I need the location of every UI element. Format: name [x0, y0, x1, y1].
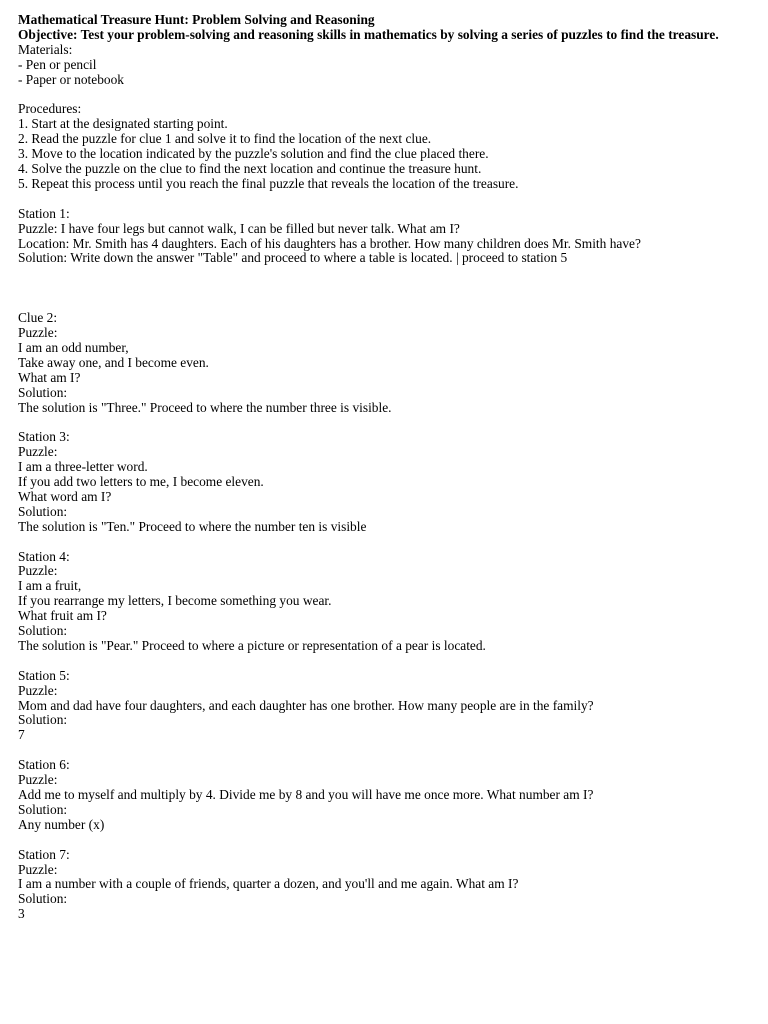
- spacer: [18, 415, 758, 430]
- station6-puzzle: Add me to myself and multiply by 4. Divide me by 8 and you will have me once more. What number am I?: [18, 787, 594, 802]
- station7-solution: 3: [18, 906, 25, 922]
- spacer: [18, 743, 758, 758]
- station1-solution: Solution: Write down the answer "Table" and proceed to where a table is located. | proceed to station 5: [18, 250, 568, 266]
- station1-heading: Station 1:: [18, 205, 70, 221]
- spacer: [18, 535, 758, 550]
- clue2-solution-label: Solution:: [18, 384, 68, 400]
- materials-heading: Materials:: [18, 41, 73, 57]
- procedure-step: 2. Read the puzzle for clue 1 and solve it to find the location of the next clue.: [18, 131, 432, 147]
- materials-item: - Paper or notebook: [18, 71, 124, 87]
- clue2-puzzle-line: What am I?: [18, 369, 81, 385]
- station1-location: Location: Mr. Smith has 4 daughters. Each of his daughters has a brother. How many children does Mr. Smith have?: [18, 235, 641, 251]
- document-body: [18, 13, 758, 922]
- station3-puzzle-line: What word am I?: [18, 488, 112, 504]
- procedures-heading: Procedures:: [18, 101, 82, 117]
- station5-solution-label: Solution:: [18, 712, 68, 728]
- station3-puzzle-line: I am a three-letter word.: [18, 459, 148, 475]
- station5-heading: Station 5:: [18, 667, 70, 683]
- station4-solution: The solution is "Pear." Proceed to where a picture or representation of a pear is located.: [18, 637, 486, 653]
- station6-puzzle-label: Puzzle:: [18, 772, 58, 788]
- station3-solution-label: Solution:: [18, 503, 68, 519]
- spacer: [18, 833, 758, 848]
- station4-puzzle-line: If you rearrange my letters, I become something you wear.: [18, 593, 332, 609]
- station7-puzzle: I am a number with a couple of friends, quarter a dozen, and you'll and me again. What am I?: [18, 876, 519, 892]
- station7-solution-label: Solution:: [18, 891, 68, 907]
- station4-heading: Station 4:: [18, 548, 70, 564]
- station3-puzzle-label: Puzzle:: [18, 444, 58, 460]
- clue2-puzzle-label: Puzzle:: [18, 324, 58, 340]
- procedure-step: 4. Solve the puzzle on the clue to find the next location and continue the treasure hunt.: [18, 161, 482, 177]
- station7-heading: Station 7:: [18, 846, 70, 862]
- station6-heading: Station 6:: [18, 757, 70, 773]
- clue2-puzzle-line: I am an odd number,: [18, 339, 129, 355]
- station7-puzzle-label: Puzzle:: [18, 861, 58, 877]
- spacer: [18, 266, 758, 311]
- station5-solution: 7: [18, 727, 25, 743]
- spacer: [18, 88, 758, 103]
- station4-puzzle-label: Puzzle:: [18, 563, 58, 579]
- spacer: [18, 192, 758, 207]
- station5-puzzle: Mom and dad have four daughters, and each daughter has one brother. How many people are in the family?: [18, 697, 594, 713]
- station3-puzzle-line: If you add two letters to me, I become eleven.: [18, 474, 264, 490]
- procedure-step: 5. Repeat this process until you reach the final puzzle that reveals the location of the treasure.: [18, 175, 519, 191]
- station3-solution: The solution is "Ten." Proceed to where the number ten is visible: [18, 518, 367, 534]
- station4-puzzle-line: I am a fruit,: [18, 578, 82, 594]
- spacer: [18, 654, 758, 669]
- station6-solution-label: Solution:: [18, 801, 68, 817]
- station3-heading: Station 3:: [18, 429, 70, 445]
- materials-item: - Pen or pencil: [18, 56, 97, 72]
- clue2-puzzle-line: Take away one, and I become even.: [18, 354, 209, 370]
- objective: Objective: Test your problem-solving and reasoning skills in mathematics by solving a series of puzzles to find the treasure.: [18, 26, 719, 42]
- clue2-heading: Clue 2:: [18, 310, 58, 326]
- document-title: Mathematical Treasure Hunt: Problem Solving and Reasoning: [18, 12, 375, 27]
- station6-solution: Any number (x): [18, 816, 105, 832]
- clue2-solution: The solution is "Three." Proceed to where the number three is visible.: [18, 399, 392, 415]
- station4-puzzle-line: What fruit am I?: [18, 608, 107, 624]
- procedure-step: 1. Start at the designated starting point.: [18, 116, 228, 132]
- station5-puzzle-label: Puzzle:: [18, 682, 58, 698]
- station4-solution-label: Solution:: [18, 623, 68, 639]
- station1-puzzle: Puzzle: I have four legs but cannot walk, I can be filled but never talk. What am I?: [18, 220, 460, 236]
- procedure-step: 3. Move to the location indicated by the puzzle's solution and find the clue placed there.: [18, 146, 489, 162]
